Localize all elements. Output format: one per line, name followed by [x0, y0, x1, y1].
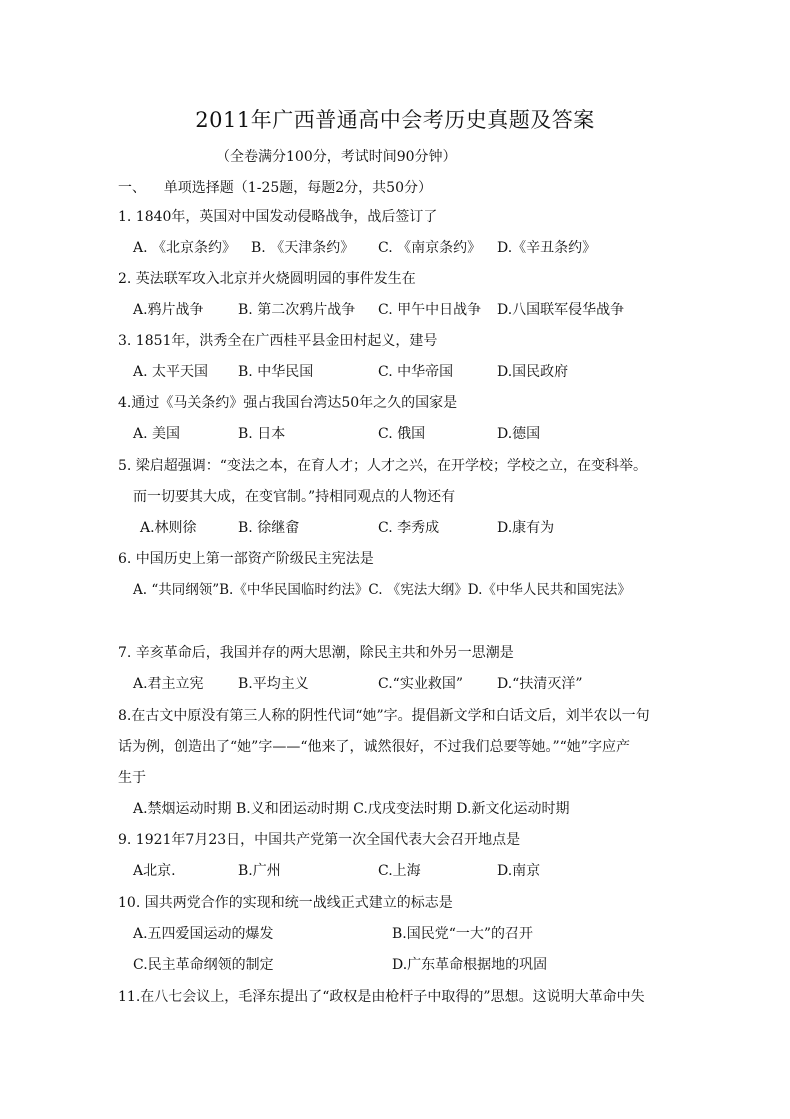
question-10-option-d: D.广东革命根据地的巩固 [392, 957, 548, 973]
question-1-option-b: B. 《天津条约》 [251, 240, 355, 256]
question-8-stem-line-3: 生于 [118, 770, 146, 786]
question-4-option-d: D.德国 [497, 426, 541, 442]
exam-subtitle: （全卷满分100分，考试时间90分钟） [216, 149, 457, 165]
question-1-option-d: D.《辛丑条约》 [497, 240, 597, 256]
question-1-stem: 1. 1840年，英国对中国发动侵略战争，战后签订了 [118, 209, 438, 225]
question-4-option-b: B. 日本 [238, 426, 286, 442]
question-7-stem: 7. 辛亥革命后，我国并存的两大思潮，除民主共和外另一思潮是 [118, 645, 514, 661]
question-9-option-b: B.广州 [238, 863, 281, 879]
question-2-stem: 2. 英法联军攻入北京并火烧圆明园的事件发生在 [118, 271, 416, 287]
question-10-stem: 10. 国共两党合作的实现和统一战线正式建立的标志是 [118, 895, 453, 911]
question-1-option-c: C. 《南京条约》 [378, 240, 482, 256]
question-4-option-c: C. 俄国 [378, 426, 426, 442]
question-9-option-c: C.上海 [378, 863, 421, 879]
question-1-option-a: A. 《北京条约》 [133, 240, 237, 256]
question-5-option-b: B. 徐继畲 [238, 520, 300, 536]
question-2-option-b: B. 第二次鸦片战争 [238, 302, 356, 318]
question-6-stem: 6. 中国历史上第一部资产阶级民主宪法是 [118, 551, 374, 567]
question-11-stem: 11.在八七会议上，毛泽东提出了“政权是由枪杆子中取得的”思想。这说明大革命中失 [118, 989, 645, 1005]
section-heading: 一、 单项选择题（1-25题，每题2分，共50分） [118, 180, 432, 196]
page-title: 2011年广西普通高中会考历史真题及答案 [195, 108, 595, 132]
question-5-option-c: C. 李秀成 [378, 520, 440, 536]
question-3-option-c: C. 中华帝国 [378, 364, 454, 380]
question-7-option-d: D.“扶清灭洋” [497, 676, 583, 692]
question-10-option-b: B.国民党“一大”的召开 [392, 926, 534, 942]
question-4-stem: 4.通过《马关条约》强占我国台湾达50年之久的国家是 [118, 395, 458, 411]
question-9-option-d: D.南京 [497, 863, 541, 879]
question-5-option-d: D.康有为 [497, 520, 555, 536]
question-2-option-c: C. 甲午中日战争 [378, 302, 482, 318]
question-10-option-c: C.民主革命纲领的制定 [133, 957, 274, 973]
question-10-option-a: A.五四爱国运动的爆发 [133, 926, 274, 942]
question-7-option-a: A.君主立宪 [133, 676, 204, 692]
question-6-options: A. “共同纲领”B.《中华民国临时约法》C. 《宪法大纲》D.《中华人民共和国宪法》 [133, 582, 631, 598]
question-3-option-b: B. 中华民国 [238, 364, 314, 380]
question-8-options: A.禁烟运动时期 B.义和团运动时期 C.戊戌变法时期 D.新文化运动时期 [133, 801, 570, 817]
question-7-option-c: C.“实业救国” [378, 676, 463, 692]
question-5-stem-line-2: 而一切要其大成，在变官制。”持相同观点的人物还有 [133, 489, 456, 505]
question-5-option-a: A.林则徐 [140, 520, 197, 536]
question-3-stem: 3. 1851年，洪秀全在广西桂平县金田村起义，建号 [118, 333, 438, 349]
question-3-option-a: A. 太平天国 [133, 364, 209, 380]
question-3-option-d: D.国民政府 [497, 364, 569, 380]
question-2-option-d: D.八国联军侵华战争 [497, 302, 625, 318]
question-9-option-a: A北京. [133, 863, 176, 879]
question-5-stem-line-1: 5. 梁启超强调：“变法之本，在育人才；人才之兴，在开学校；学校之立，在变科举。 [118, 458, 647, 474]
question-9-stem: 9. 1921年7月23日，中国共产党第一次全国代表大会召开地点是 [118, 832, 521, 848]
question-7-option-b: B.平均主义 [238, 676, 309, 692]
question-2-option-a: A.鸦片战争 [133, 302, 204, 318]
question-4-option-a: A. 美国 [133, 426, 181, 442]
question-8-stem-line-2: 话为例，创造出了“她”字——“他来了，诚然很好，不过我们总要等她。”“她”字应产 [118, 739, 630, 755]
question-8-stem-line-1: 8.在古文中原没有第三人称的阴性代词“她”字。提倡新文学和白话文后，刘半农以一句 [118, 708, 650, 724]
